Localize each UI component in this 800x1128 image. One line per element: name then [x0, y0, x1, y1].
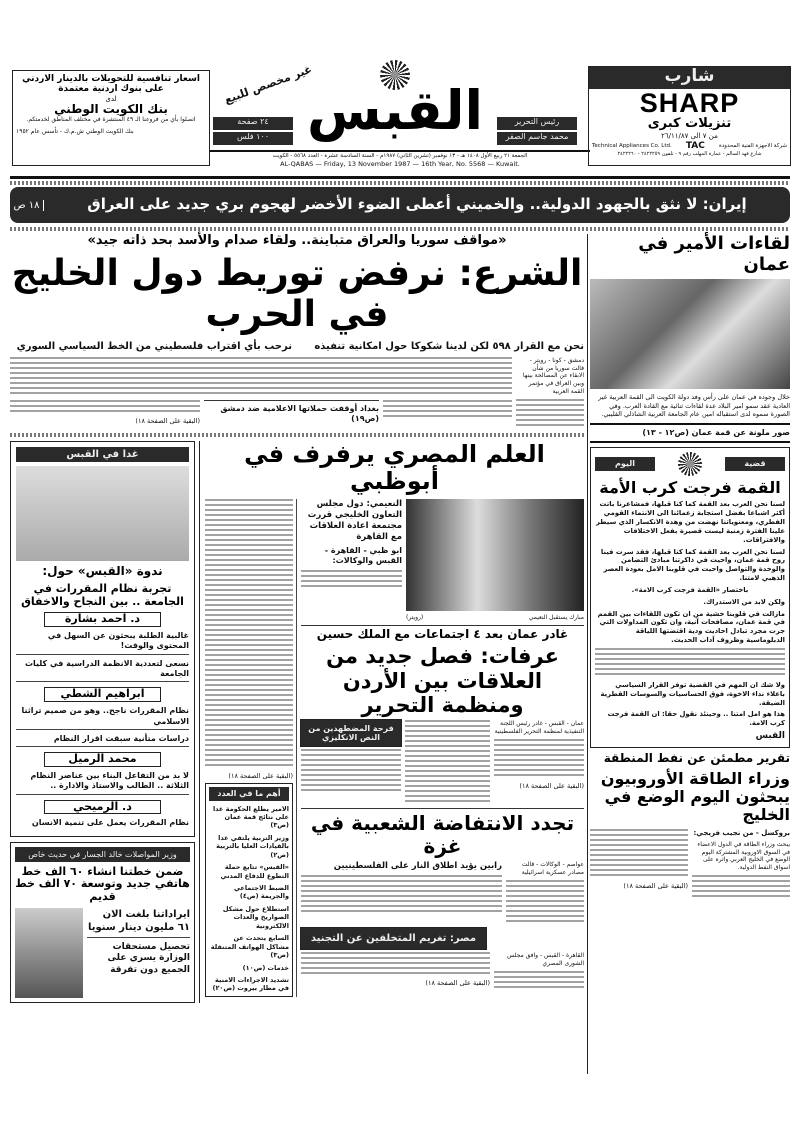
arafat-headline: عرفات: فصل جديد من العلاقات بين الأردن ومنظمة التحرير — [326, 644, 559, 717]
newspaper-logo: القبس — [306, 79, 484, 142]
not-for-sale-stamp: غير مخصص للبيع — [222, 62, 314, 107]
lead-body-columns — [383, 400, 512, 420]
egypt-flag-continued: (البقية على الصفحة ١٨) — [228, 771, 293, 780]
briefs-box — [205, 783, 293, 997]
arafat-box: فرحة المضطهدين من النص الانكليزي — [301, 720, 401, 746]
minister-box — [10, 842, 195, 1003]
participant-name: ابراهيم الشطي — [44, 687, 161, 702]
participant-point: نظام المقررات يعمل على تنمية الانسان — [31, 818, 189, 828]
participant-point: دراسات متأنية سبقت اقرار النظام — [16, 732, 189, 747]
brief-item[interactable]: وزير التربية يلتقي غدا بالقيادات العليا بالتربية (ص٢) — [216, 833, 289, 859]
sharp-address: شارع فهد السالم - عمارة المهلب رقم ٩ - تلفون ٢٤٢٢٢٥٩ - ٢٤٢٢٢٦٠ — [617, 151, 762, 158]
oil-continued: (البقية على الصفحة ١٨) — [623, 881, 688, 890]
main-area — [10, 234, 584, 1003]
editorial-quote: باختصار «القمة فرجت كرب الامة». — [631, 585, 749, 594]
bank-ad-line2: على بنوك اردنية معتمدة — [58, 84, 164, 95]
lead-body-columns — [516, 399, 584, 429]
gaza-sub: رابين يؤيد اطلاق النار على الفلسطينيين — [333, 860, 502, 871]
date-arabic: الجمعة ٢١ ربيع الأول ١٤٠٨ هـ - ١٣ نوفمبر (تشرين الثاني) ١٩٨٧م - السنة السادسة عشرة - العدد ٥٥٦٨ - الكويت — [272, 153, 528, 159]
oil-body — [590, 829, 688, 879]
participant-point: نظام المقررات ناجح.. وهو من صميم تراثنا الاسلامي — [16, 704, 189, 730]
lead-kicker: «مواقف سوريا والعراق متباينة.. ولقاء صدام والأسد بحد ذاته جيد» — [87, 233, 507, 248]
editorial-paragraph: لسنا نحن العرب بعد القمة كما كنا قبلها، فقد سرت فينا روح قمة عمان، واحيت في ذاكرتنا مبادئ التضامن والوحدة والتواصل واحيت في قلوبنا الامل بعودة العصر الذهبي لامتنا. — [600, 547, 785, 583]
seminar-participants — [16, 612, 189, 830]
lead-headline: الشرع: نرفض توريط دول الخليج في الحرب — [11, 252, 583, 336]
gaza-body — [301, 875, 502, 915]
gaza-headline: تجدد الانتفاضة الشعبية في غزة — [301, 808, 584, 858]
lead-body-columns — [10, 357, 512, 397]
editorial-label-issue: قضية — [725, 457, 785, 470]
sharp-brand: SHARP — [639, 88, 740, 118]
minister-headline: ضمن خطتنا انشاء ٦٠ الف خط هاتفي جديد وتوسعة ٧٠ الف خط قديم — [15, 864, 190, 904]
price: ١٠٠ فلس — [213, 132, 293, 145]
banner-page-ref: ١٨ ص — [10, 200, 44, 211]
brief-item[interactable]: «القبس» تتابع حملة التطوع للدفاع المدني — [220, 863, 289, 880]
banner-headline: إيران: لا نثق بالجهود الدولية.. والخميني أعطى الضوء الأخضر لهجوم بري جديد على العراق — [87, 195, 747, 214]
arafat-body — [301, 749, 401, 794]
photo-credit: (رويتر) — [406, 613, 424, 621]
oil-byline: بروكسل - من نجيب فريجي: — [693, 828, 790, 837]
minister-photo — [15, 908, 83, 998]
pages-count: ٢٤ صفحة — [213, 117, 293, 130]
tomorrow-label: غدا في القبس — [16, 447, 189, 463]
bank-ad-line1: اسعار تنافسية للتحويلات بالدينار الاردني — [22, 74, 200, 84]
bank-ad-footer: بنك الكويت الوطني ش.م.ك - تأسس عام ١٩٥٢ — [16, 128, 134, 136]
briefs-title: أهم ما في العدد — [209, 787, 289, 800]
decorative-rule — [10, 181, 790, 185]
editorial-signature: القبس — [755, 731, 785, 742]
editorial-headline: القمة فرجت كرب الأمة — [599, 478, 781, 498]
left-column — [10, 441, 200, 1003]
amir-headline: لقاءات الأمير في عمان — [638, 233, 790, 275]
seminar-title: ندوة «القبس» حول: — [42, 564, 163, 579]
egypt-draft-box: مصر: تغريم المتخلفين عن التجنيد — [301, 928, 486, 950]
masthead-rule — [210, 150, 590, 152]
editorial-box — [590, 447, 790, 748]
sharp-ad-title: شارب — [589, 67, 790, 89]
lead-continued: (البقية على الصفحة ١٨) — [135, 416, 200, 425]
lead-inset: بغداد أوقفت حملاتها الاعلامية ضد دمشق (ص١٩) — [204, 400, 379, 425]
minister-banner: وزير المواصلات خالد الجسار في حديث خاص — [15, 847, 190, 862]
arafat-dateline: عمان - القبس - غادر رئيس اللجنة التنفيذية لمنظمة التحرير الفلسطينية — [494, 719, 584, 735]
middle-column — [205, 441, 584, 997]
dateline-block — [215, 153, 585, 169]
bank-ad-line4: اتصلوا بأي من فروعنا الـ ٤٩ المنتشرة في مختلف المناطق لخدمتكم. — [26, 116, 196, 124]
egypt-flag-sub: النعيمي: دول مجلس التعاون الخليجي قررت مجتمعة اعادة العلاقات مع القاهرة — [307, 498, 402, 543]
top-rule — [10, 176, 790, 179]
photo-caption: مبارك يستقبل النعيمي — [528, 613, 584, 621]
tomorrow-box — [10, 441, 195, 837]
sharp-company: Technical Appliances Co. Ltd. — [592, 142, 672, 149]
right-column — [590, 234, 790, 900]
amir-color-photos: صور ملونة عن قمة عمان (ص١٢ - ١٣) — [590, 423, 790, 443]
egypt-flag-body — [301, 570, 402, 590]
brief-item[interactable]: السابع يتحدث عن مشاكل الهواتف المتنقلة (ص٣) — [210, 934, 289, 960]
sharp-company-ar: شركة الاجهزة الفنية المحدودة — [718, 142, 787, 149]
arafat-continued: (البقية على الصفحة ١٨) — [519, 781, 584, 790]
egypt-draft-body — [301, 952, 490, 976]
oil-kicker: تقرير مطمئن عن نفط المنطقة — [603, 750, 790, 765]
editorial-paragraph: مازالت في قلوبنا خشية من ان تكون اللقاءات بين القمم في قمة عمان، مصافحات آنية، وان تكون المداولات التي جرت مجرد تبادل احاديث ودية اقتضتها اللياقة الدبلوماسية وظروف آداب الحديث. — [597, 609, 785, 645]
arafat-body — [494, 739, 584, 779]
participant-point: نسعى لتعددية الانظمة الدراسية في كليات الجامعة — [16, 657, 189, 683]
brief-item[interactable]: خدمات (ص١٠) — [242, 963, 289, 972]
editor-label: رئيس التحرير — [497, 117, 577, 130]
tac-logo: TAC — [685, 140, 705, 151]
gaza-dateline: عواصم - الوكالات - قالت مصادر عسكرية اسرائيلية — [521, 860, 584, 876]
brief-item[interactable]: الامير يطلع الحكومة غدا على نتائج قمة عمان (ص٣) — [212, 804, 289, 830]
lead-sub1: نحن مع القرار ٥٩٨ لكن لدينا شكوكا حول امكانية تنفيذه — [314, 340, 584, 352]
sharp-sale: تنزيلات كبرى — [647, 116, 732, 132]
editorial-paragraph: ولا شك ان المهم في القضية توفر القرار السياسي باعلاء نداء الاخوة، فوق الحساسيات والسوسات القطرية الضيقة. — [600, 680, 785, 707]
brief-item[interactable]: الضبط الاجتماعي والجريمة (ص٤) — [233, 884, 289, 901]
seminar-photo — [16, 466, 189, 561]
editor-name: محمد جاسم الصقر — [497, 132, 577, 145]
egypt-draft-dateline: القاهرة - القبس - وافق مجلس الشورى المصري — [507, 952, 584, 967]
decorative-rule — [10, 433, 584, 437]
lead-body: دمشق - كونا - رويتر - قالت سوريا من شأن الابقاء عن المصالحة بينها وبين العراق في مؤتمر القمة العربية — [522, 356, 584, 395]
participant-name: محمد الرميل — [44, 752, 161, 767]
editorial-paragraph: هذا هو امل امتنا .. وحينئذ نقول حقا: ان القمة فرجت كرب الامة. — [607, 710, 785, 728]
mubarak-photo — [406, 499, 584, 611]
editorial-paragraph: ولكن لابد من الاستدراك. — [703, 597, 785, 606]
arafat-body — [405, 720, 490, 805]
lead-body-columns — [10, 400, 200, 414]
egypt-flag-headline: العلم المصري يرفرف في أبوظبي — [244, 439, 545, 496]
minister-point: تحصيل مستحقات الوزارة يسري على الجميع دون تفرقة — [107, 941, 190, 976]
egypt-flag-body — [205, 499, 293, 769]
sharp-dates: من ٧ الى ٢٦/١١/٨٧ — [661, 132, 718, 141]
oil-body: يبحث وزراء الطاقة في الدول الاعضاء في السوق الاوروبية المشتركة اليوم الوضع في الخليج العربي واثره على اسواق النفط الدولية. — [697, 840, 790, 872]
brief-item[interactable]: استطلاع حول مشكل الصواريخ والعدات الالكترونية — [222, 904, 289, 930]
sharp-ad[interactable] — [588, 66, 791, 166]
editorial-body — [595, 648, 785, 678]
oil-body — [692, 875, 790, 900]
date-english: AL-QABAS — Friday, 13 November 1987 — 16th Year, No. 5568 — Kuwait. — [280, 160, 520, 169]
bank-ad[interactable] — [12, 70, 210, 166]
column-divider — [587, 234, 588, 1074]
editorial-label-today: اليوم — [595, 457, 655, 470]
arafat-kicker: غادر عمان بعد ٤ اجتماعات مع الملك حسين — [301, 625, 584, 642]
participant-name: د. احمد بشارة — [44, 612, 161, 627]
bank-name: بنك الكويت الوطني — [54, 101, 168, 116]
lead-sub2: نرحب بأي اقتراب فلسطيني من الخط السياسي السوري — [16, 340, 292, 352]
banner-headline-bar — [10, 187, 790, 223]
seminar-topic: تجربة نظام المقررات في الجامعة .. بين النجاح والاخفاق — [21, 582, 184, 608]
participant-point: غالبية الطلبة يبحثون عن السهل في المحتوى والوقت! — [16, 629, 189, 655]
brief-item[interactable]: تشديد الاجراءات الامنية في مطار بيروت (ص٢٠) — [212, 975, 289, 993]
egypt-draft-continued: (البقية على الصفحة ١٨) — [425, 979, 490, 987]
egypt-flag-dateline: ابو ظبي - القاهرة - القبس والوكالات: — [324, 546, 402, 566]
gaza-body — [506, 880, 584, 925]
editorial-paragraph: لسنا نحن العرب بعد القمة كما كنا قبلها، فمشاعرنا باتت أكثر اشباعا بفضل استجابة زعمائنا الى الانتماء القومي الفطري، ومعنوياتنا نهضت من وهدة الانكسار الذي سيطر علينا الفترة زمنية ليست قصيرة بفعل الاختلافات والافتراقات. — [595, 500, 785, 544]
oil-headline: وزراء الطاقة الأوروبيون يبحثون اليوم الوضع في الخليج — [600, 768, 790, 825]
amir-caption: خلال وجوده في عمان على رأس وفد دولة الكويت الى القمة العربية غير العادية عقد سمو امير البلاد عدة لقاءات ثنائية مع القادة العرب. وفي الصورة سموه لدى استقباله امين عام الجامعة العربية الشاذلي القليبي. — [598, 393, 790, 419]
decorative-rule — [10, 227, 790, 231]
participant-point: لا بد من التفاعل البناء بين عناصر النظام الثلاثة .. الطالب والاستاذ والادارة .. — [16, 769, 189, 795]
minister-point: ايراداتنا بلغت الان ٦١ مليون دينار سنويا — [87, 908, 190, 938]
amir-photo — [590, 279, 790, 389]
sunburst-logo-icon — [678, 452, 702, 476]
egypt-draft-body — [494, 971, 584, 991]
bank-ad-line3: لدى — [105, 94, 117, 103]
participant-name: د. الرميحي — [44, 800, 161, 815]
